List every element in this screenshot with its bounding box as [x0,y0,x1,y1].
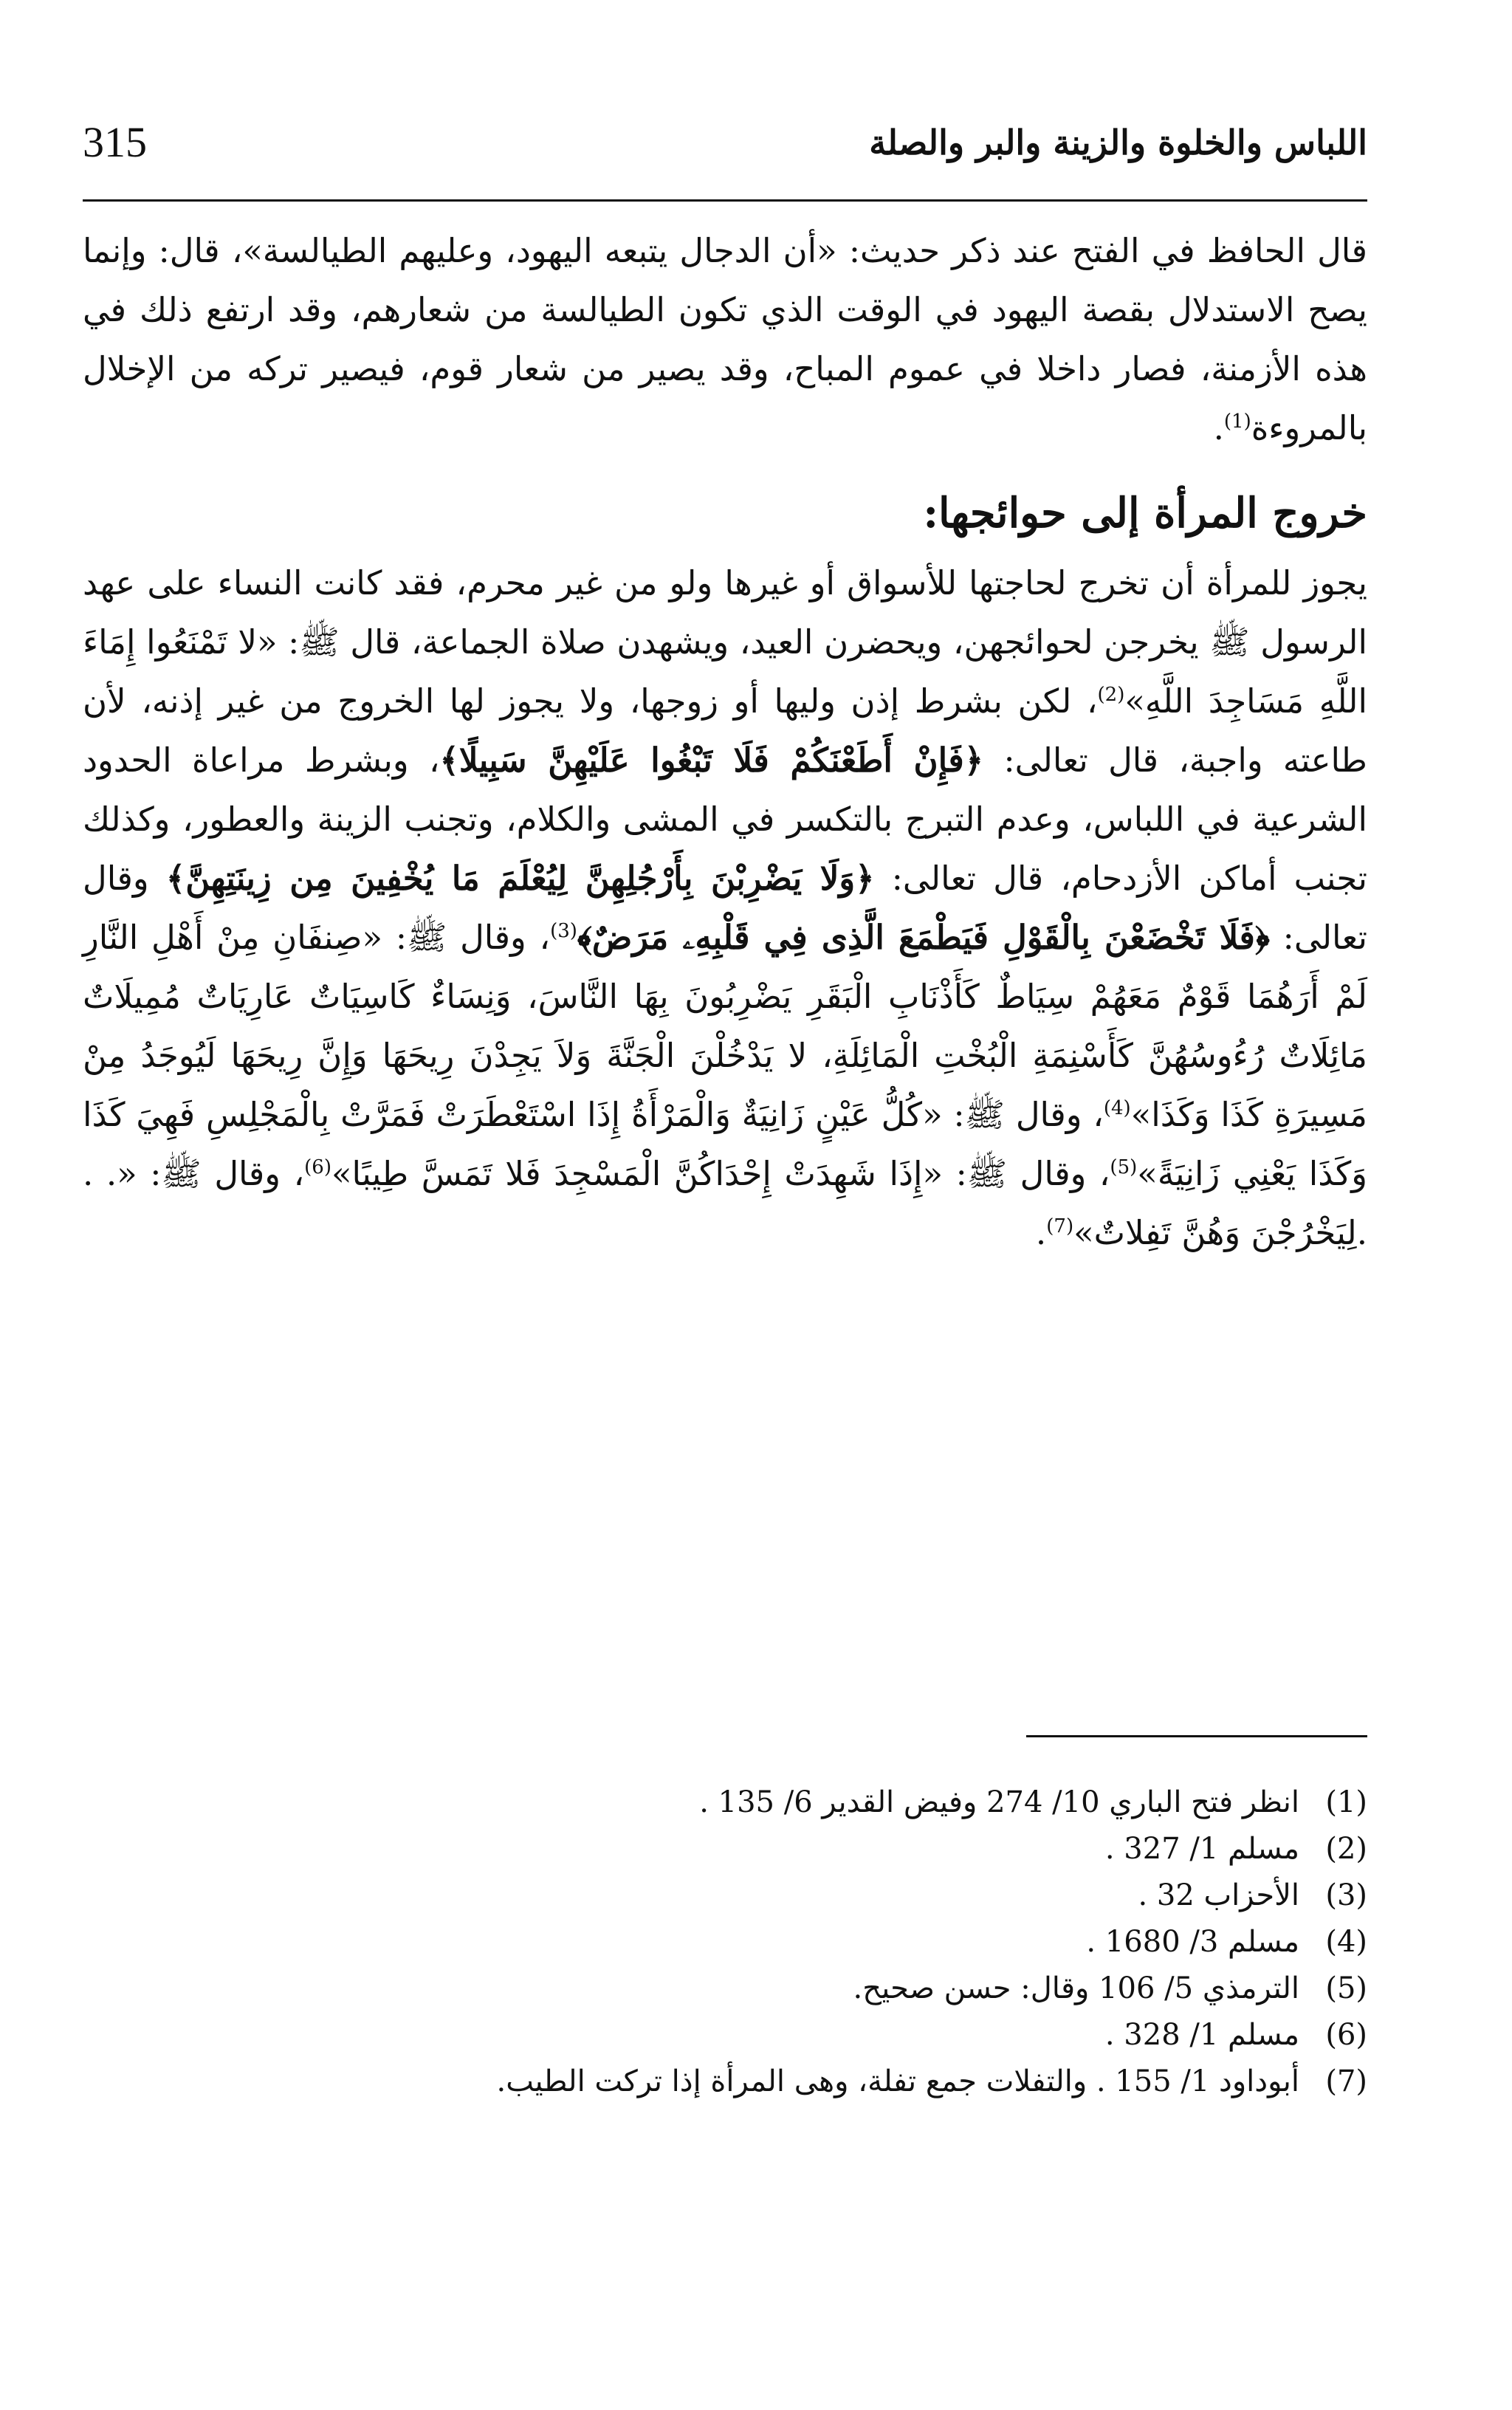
footnote-divider [1026,1735,1367,1737]
footnote-text: الترمذي 5/ 106 وقال: حسن صحيح. [853,1971,1299,2005]
footnote-ref-2: (2) [1097,684,1125,706]
header-divider [83,199,1367,202]
footnote-number: (4) [1325,1925,1367,1959]
footnote-text: مسلم 3/ 1680 . [1086,1925,1299,1959]
footnote-text: أبوداود 1/ 155 . والتفلات جمع تفلة، وهى المرأة إذا تركت الطيب. [496,2064,1299,2098]
main-text-4: وقال تعالى: [83,859,1367,957]
footnote-item [186,1872,1367,1919]
section-heading: خروج المرأة إلى حوائجها: [923,489,1367,538]
intro-end: . [1213,408,1224,447]
footnote-text: انظر فتح الباري 10/ 274 وفيض القدير 6/ 135 . [699,1785,1299,1819]
footnote-item [186,1966,1367,2012]
footnote-ref-7: (7) [1046,1215,1074,1237]
intro-text: قال الحافظ في الفتح عند ذكر حديث: «أن الدجال يتبعه اليهود، وعليهم الطيالسة»، قال: وإنما يصح الاستدلال بقصة اليهود في الوقت الذي تكون الطيالسة من شعارهم، وقد ارتفع ذلك في هذه الأزمنة، فصار داخلا في عموم المباح، وقد يصير من شعار قوم، فيصير تركه من الإخلال بالمروءة [83,231,1367,447]
intro-paragraph [83,222,1367,458]
footnote-number: (3) [1325,1878,1367,1912]
footnote-number: (6) [1325,2018,1367,2052]
footnote-number: (2) [1325,1832,1367,1866]
main-text-8: ، وقال ﷺ: «. . .لِيَخْرُجْنَ وَهُنَّ تَفِلاتٌ» [83,1154,1367,1252]
main-text-6: ، وقال ﷺ: «كُلُّ عَيْنٍ زَانِيَةٌ وَالْمَرْأَةُ إِذَا اسْتَعْطَرَتْ فَمَرَّتْ بِالْمَجْلِسِ فَهِيَ كَذَا وَكَذَا يَعْنِي زَانِيَةً» [83,1095,1368,1193]
main-text-2: ، لكن بشرط إذن وليها أو زوجها، ولا يجوز لها الخروج من غير إذنه، لأن طاعته واجبة، قال تعالى: [83,682,1367,780]
footnote-item [186,2059,1367,2105]
footnote-ref-4: (4) [1103,1097,1131,1119]
quran-verse-2: ﴿وَلَا يَضْرِبْنَ بِأَرْجُلِهِنَّ لِيُعْلَمَ مَا يُخْفِينَ مِن زِينَتِهِنَّ﴾ [165,859,875,898]
footnote-item [186,1779,1367,1826]
main-text-3: ، وبشرط مراعاة الحدود الشرعية في اللباس، وعدم التبرج بالتكسر في المشى والكلام، وتجنب الزينة والعطور، وكذلك تجنب أماكن الأزدحام، قال تعالى: [83,741,1368,898]
quran-verse-1: ﴿فَإِنْ أَطَعْنَكُمْ فَلَا تَبْغُوا عَلَيْهِنَّ سَبِيلًا﴾ [439,741,984,780]
quran-verse-3: ﴿فَلَا تَخْضَعْنَ بِالْقَوْلِ فَيَطْمَعَ الَّذِى فِي قَلْبِهِۦ مَرَضٌ﴾ [577,918,1270,957]
footnote-number: (5) [1325,1971,1367,2005]
main-text-7: ، وقال ﷺ: «إِذَا شَهِدَتْ إِحْدَاكُنَّ الْمَسْجِدَ فَلا تَمَسَّ طِيبًا» [331,1154,1110,1193]
running-title: اللباس والخلوة والزينة والبر والصلة [869,123,1367,162]
footnote-text: الأحزاب 32 . [1138,1878,1299,1912]
footnote-text: مسلم 1/ 327 . [1104,1832,1299,1866]
footnote-ref-5: (5) [1110,1156,1138,1178]
footnote-number: (1) [1325,1785,1367,1819]
footnote-item [186,1919,1367,1966]
footnote-item [186,2012,1367,2059]
page-body [83,222,1367,1263]
page-header [83,111,1367,177]
footnotes-list [186,1779,1367,2105]
main-text-5: ، وقال ﷺ: «صِنفَانِ مِنْ أَهْلِ النَّارِ لَمْ أَرَهُمَا قَوْمٌ مَعَهُمْ سِيَاطٌ كَأَذْنَابِ الْبَقَرِ يَضْرِبُونَ بِهَا النَّاسَ، وَنِسَاءٌ كَاسِيَاتٌ عَارِيَاتٌ مُمِيلَاتٌ مَائِلَاتٌ رُءُوسُهُنَّ كَأَسْنِمَةِ الْبُخْتِ الْمَائِلَةِ، لا يَدْخُلْنَ الْجَنَّةَ وَلاَ يَجِدْنَ رِيحَهَا وَإِنَّ رِيحَهَا لَيُوجَدُ مِنْ مَسِيرَةِ كَذَا وَكَذَا» [83,918,1367,1134]
footnote-number: (7) [1325,2064,1367,2098]
main-paragraph [83,554,1367,1263]
main-end: . [1035,1213,1047,1252]
footnote-item [186,1826,1367,1872]
footnote-ref-1: (1) [1223,411,1251,433]
page-number: 315 [83,118,147,166]
footnote-ref-6: (6) [304,1156,331,1178]
footnote-ref-3: (3) [550,920,577,942]
main-text-1: يجوز للمرأة أن تخرج لحاجتها للأسواق أو غيرها ولو من غير محرم، فقد كانت النساء على عهد الرسول ﷺ يخرجن لحوائجهن، ويحضرن العيد، ويشهدن صلاة الجماعة، قال ﷺ: «لا تَمْنَعُوا إِمَاءَ اللَّهِ مَسَاجِدَ اللَّهِ» [83,563,1367,721]
footnote-text: مسلم 1/ 328 . [1104,2018,1299,2052]
